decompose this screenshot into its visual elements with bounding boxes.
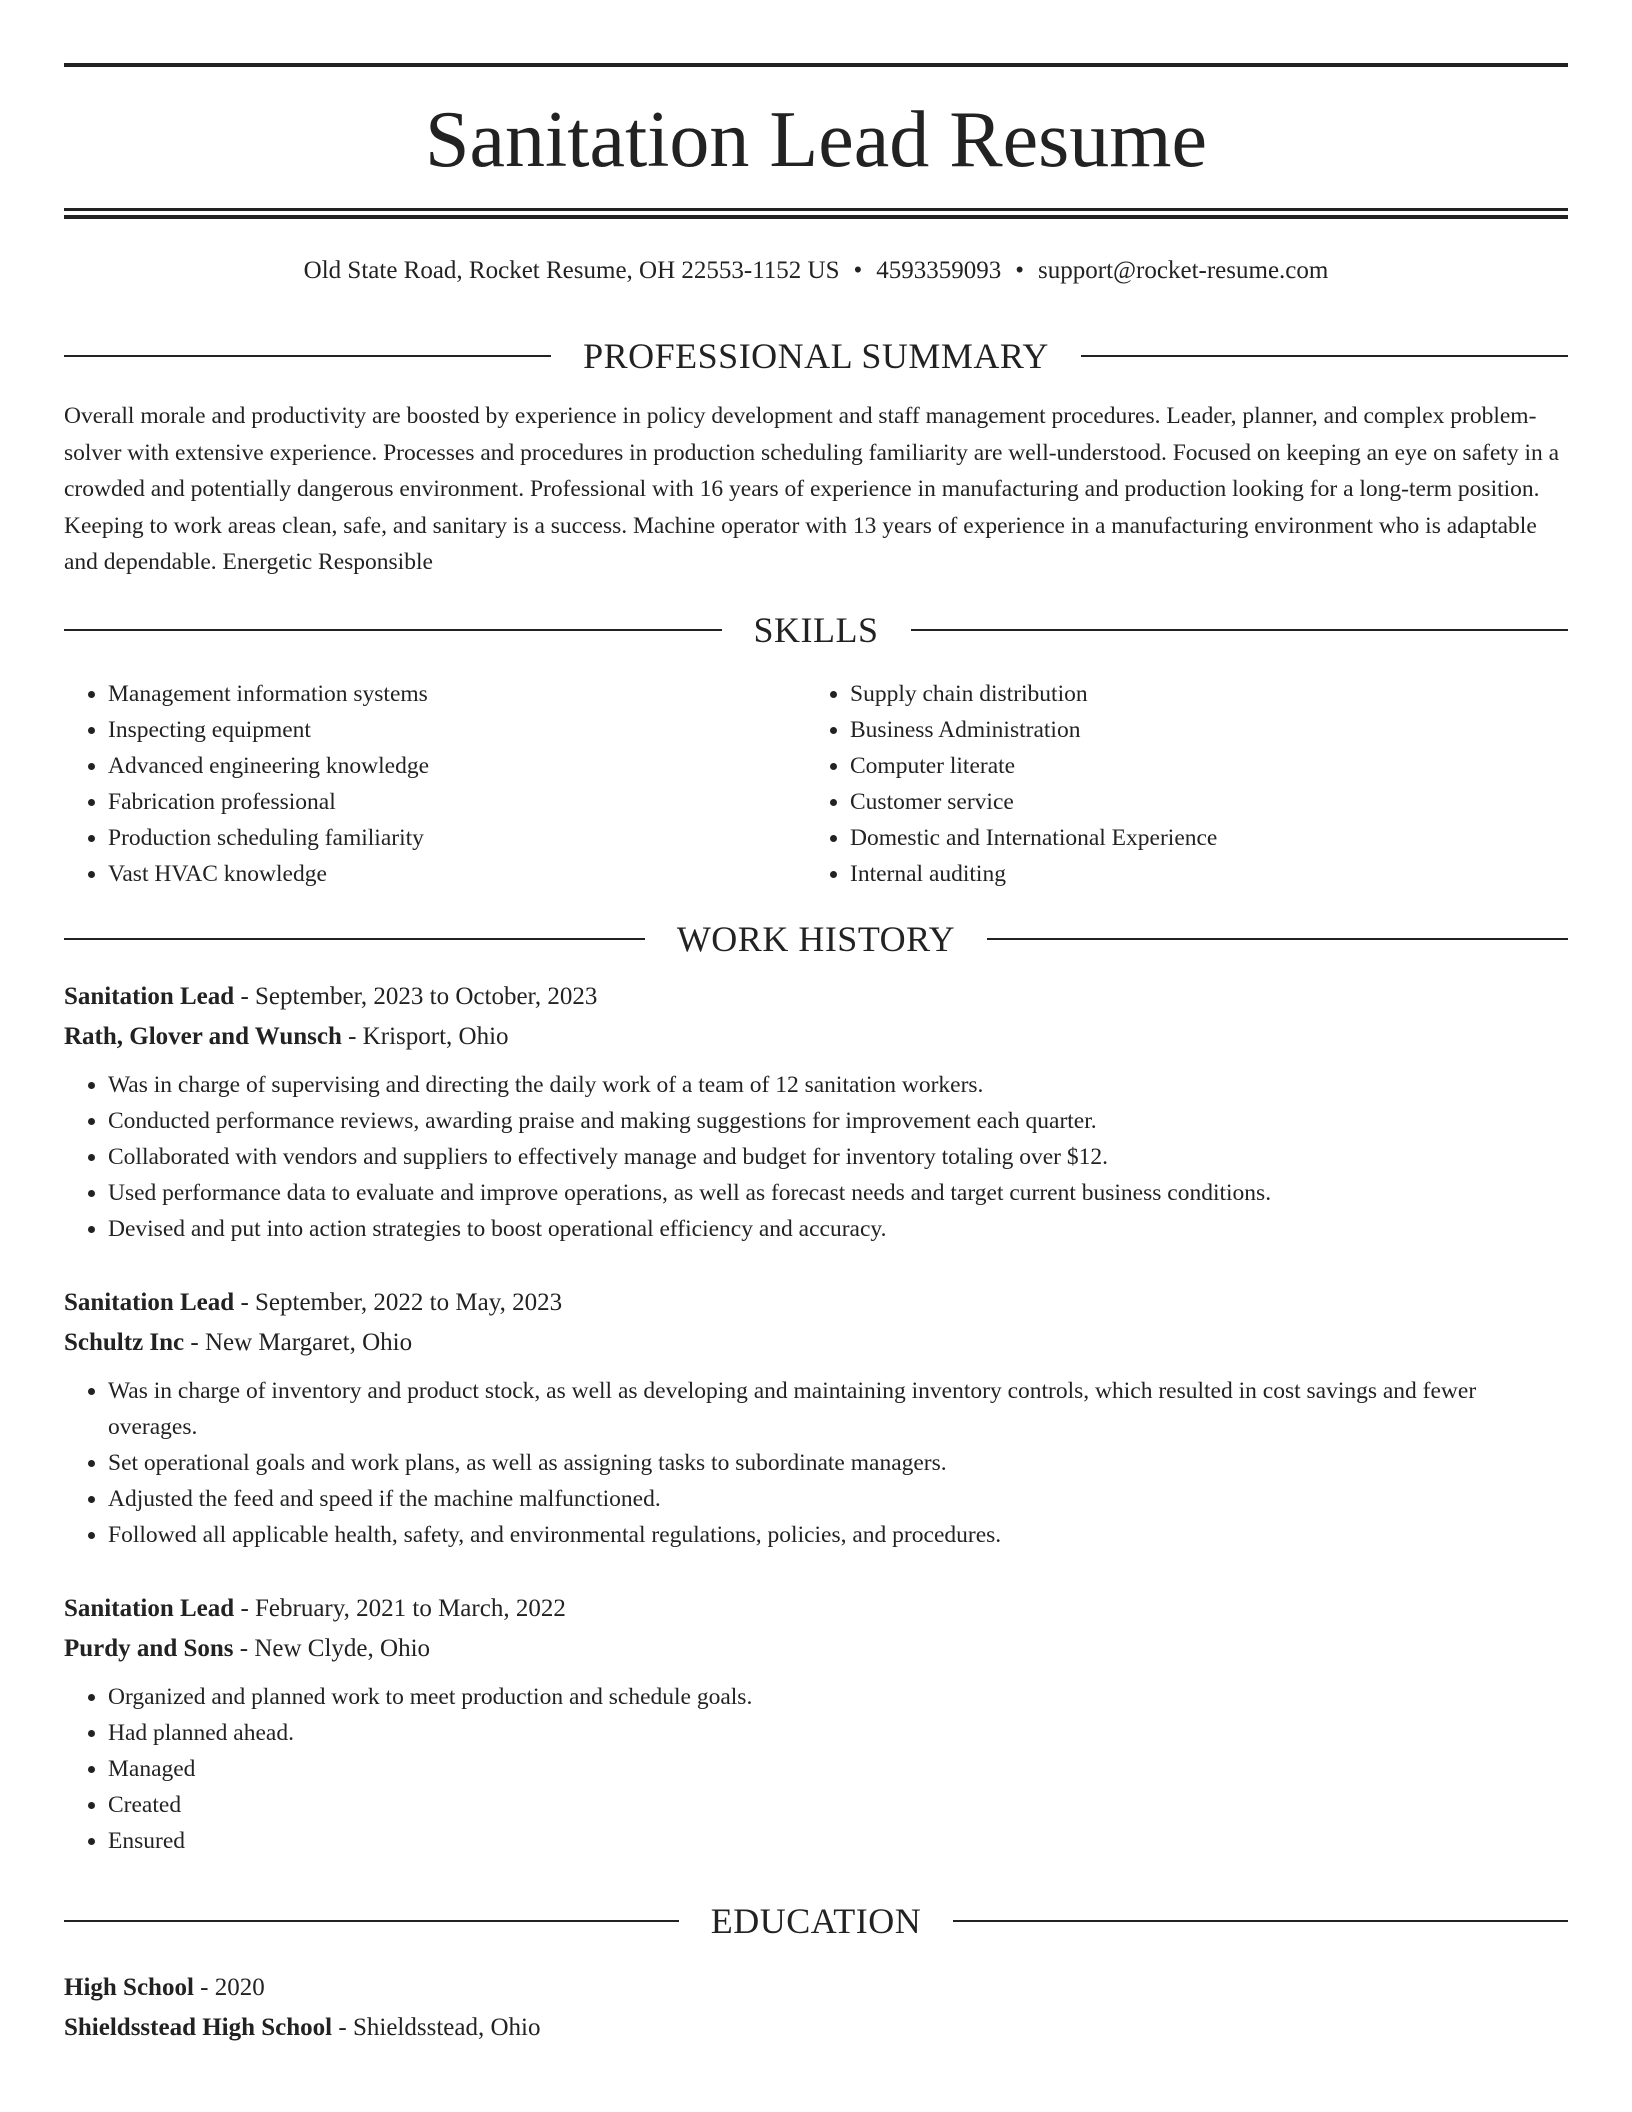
- job-title: Sanitation Lead: [64, 983, 235, 1010]
- job-location: - Krisport, Ohio: [341, 1023, 509, 1050]
- section-header-education: [64, 1899, 1568, 1943]
- section-header-work: [64, 917, 1568, 961]
- job-bullet: • Was in charge of supervising and directing the daily work of a team of 12 sanitation workers.: [108, 1067, 1568, 1103]
- section-rule: [953, 1920, 1568, 1922]
- job-title-line: [64, 977, 1568, 1017]
- job-bullet: • Conducted performance reviews, awarding praise and making suggestions for improvement each quarter.: [108, 1103, 1568, 1139]
- skill-item: • Vast HVAC knowledge: [108, 856, 806, 892]
- job-bullets: [64, 1067, 1568, 1247]
- section-rule: [64, 938, 645, 940]
- skill-item: • Fabrication professional: [108, 784, 806, 820]
- job-location: - New Margaret, Ohio: [184, 1329, 413, 1356]
- section-rule: [987, 938, 1568, 940]
- job-dates: - September, 2022 to May, 2023: [234, 1289, 563, 1316]
- job-bullet: • Organized and planned work to meet production and schedule goals.: [108, 1679, 1568, 1715]
- job-company: Rath, Glover and Wunsch: [64, 1023, 342, 1050]
- skill-item: • Supply chain distribution: [850, 676, 1548, 712]
- skills-column-left: [64, 676, 806, 892]
- section-rule: [64, 355, 551, 357]
- job-company-line: [64, 1629, 1568, 1669]
- skill-item: • Advanced engineering knowledge: [108, 748, 806, 784]
- section-rule: [911, 629, 1569, 631]
- education-entry: [64, 1968, 1568, 2048]
- section-title-skills: SKILLS: [753, 610, 879, 650]
- section-rule: [64, 1920, 679, 1922]
- job-title: Sanitation Lead: [64, 1595, 235, 1622]
- job-company: Schultz Inc: [64, 1329, 185, 1356]
- job-entry: [64, 1589, 1568, 1859]
- job-bullet: • Used performance data to evaluate and improve operations, as well as forecast needs and target current business conditions.: [108, 1175, 1568, 1211]
- skill-item: • Customer service: [850, 784, 1548, 820]
- skill-item: • Inspecting equipment: [108, 712, 806, 748]
- skill-item: • Internal auditing: [850, 856, 1548, 892]
- skills-column-right: [806, 676, 1548, 892]
- education-location: - Shieldsstead, Ohio: [332, 2014, 541, 2041]
- job-bullet: • Followed all applicable health, safety, and environmental regulations, policies, and procedures.: [108, 1517, 1568, 1553]
- job-bullet: • Adjusted the feed and speed if the machine malfunctioned.: [108, 1481, 1568, 1517]
- contact-separator: •: [853, 257, 863, 284]
- job-company: Purdy and Sons: [64, 1635, 234, 1662]
- job-bullet: • Collaborated with vendors and suppliers to effectively manage and budget for inventory totaling over $12.: [108, 1139, 1568, 1175]
- education-degree: High School: [64, 1974, 194, 2001]
- resume-title: Sanitation Lead Resume: [424, 96, 1208, 184]
- job-location: - New Clyde, Ohio: [233, 1635, 431, 1662]
- section-title-summary: PROFESSIONAL SUMMARY: [583, 336, 1049, 376]
- section-rule: [1081, 355, 1568, 357]
- skill-item: • Production scheduling familiarity: [108, 820, 806, 856]
- job-bullet: • Ensured: [108, 1823, 1568, 1859]
- education-school: Shieldsstead High School: [64, 2014, 333, 2041]
- education-school-line: [64, 2008, 1568, 2048]
- job-title-line: [64, 1283, 1568, 1323]
- skills-list: [64, 676, 1568, 892]
- job-bullet: • Had planned ahead.: [108, 1715, 1568, 1751]
- section-title-work: WORK HISTORY: [676, 919, 956, 959]
- contact-address: Old State Road, Rocket Resume, OH 22553-1152 US: [303, 257, 840, 284]
- job-bullets: [64, 1373, 1568, 1553]
- section-rule: [64, 629, 722, 631]
- job-bullet: • Devised and put into action strategies to boost operational efficiency and accuracy.: [108, 1211, 1568, 1247]
- job-title-line: [64, 1589, 1568, 1629]
- top-rule: [64, 63, 1568, 67]
- job-bullet: • Managed: [108, 1751, 1568, 1787]
- contact-phone: 4593359093: [876, 257, 1002, 284]
- job-dates: - September, 2023 to October, 2023: [234, 983, 598, 1010]
- job-entry: [64, 1283, 1568, 1553]
- job-bullet: • Created: [108, 1787, 1568, 1823]
- job-title: Sanitation Lead: [64, 1289, 235, 1316]
- job-entry: [64, 977, 1568, 1247]
- section-header-skills: [64, 608, 1568, 652]
- job-company-line: [64, 1323, 1568, 1363]
- section-header-summary: [64, 334, 1568, 378]
- job-bullet: • Set operational goals and work plans, as well as assigning tasks to subordinate managers.: [108, 1445, 1568, 1481]
- skill-item: • Management information systems: [108, 676, 806, 712]
- job-dates: - February, 2021 to March, 2022: [234, 1595, 566, 1622]
- job-bullets: [64, 1679, 1568, 1859]
- skill-item: • Computer literate: [850, 748, 1548, 784]
- section-title-education: EDUCATION: [710, 1901, 922, 1941]
- title-rule-lower: [64, 215, 1568, 219]
- job-bullet: • Was in charge of inventory and product stock, as well as developing and maintaining inventory controls, which resulted in cost savings and fewer overages.: [108, 1373, 1568, 1445]
- skill-item: • Business Administration: [850, 712, 1548, 748]
- contact-separator: •: [1015, 257, 1025, 284]
- contact-line: [64, 254, 1568, 288]
- summary-text: Overall morale and productivity are boosted by experience in policy development and staff management procedures. Leader, planner, and complex problem-solver with extensive experience. Processes and procedures in production scheduling familiarity are well-understood. Focused on keeping an eye on safety in a crowded and potentially dangerous environment. Professional with 16 years of experience in manufacturing and production looking for a long-term position. Keeping to work areas clean, safe, and sanitary is a success. Machine operator with 13 years of experience in a manufacturing environment who is adaptable and dependable. Energetic Responsible: [64, 403, 1560, 575]
- title-rule-upper: [64, 208, 1568, 211]
- education-degree-line: [64, 1968, 1568, 2008]
- job-company-line: [64, 1017, 1568, 1057]
- education-year: - 2020: [193, 1974, 265, 2001]
- skill-item: • Domestic and International Experience: [850, 820, 1548, 856]
- contact-email: support@rocket-resume.com: [1038, 257, 1329, 284]
